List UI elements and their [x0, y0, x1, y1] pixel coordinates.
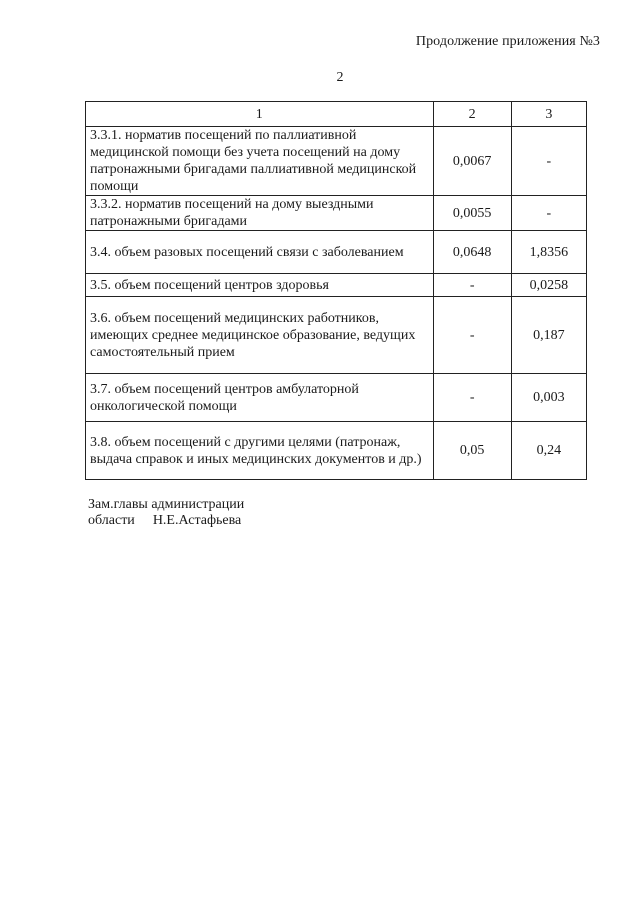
- signatory-region: области: [88, 513, 135, 528]
- table-header-row: [86, 102, 587, 127]
- row-value-col3: -: [511, 127, 586, 196]
- signatory-title: Зам.главы администрации: [88, 497, 245, 512]
- column-header-2: 2: [433, 102, 511, 127]
- row-label: 3.7. объем посещений центров амбулаторной онкологической помощи: [86, 374, 434, 422]
- table-row: [86, 374, 587, 422]
- table-row: [86, 274, 587, 297]
- row-value-col3: 0,187: [511, 297, 586, 374]
- row-value-col3: 0,003: [511, 374, 586, 422]
- column-header-1: 1: [86, 102, 434, 127]
- table-row: [86, 196, 587, 231]
- appendix-continuation-note: Продолжение приложения №3: [415, 34, 600, 49]
- row-label: 3.3.2. норматив посещений на дому выездными патронажными бригадами: [86, 196, 434, 231]
- row-value-col3: -: [511, 196, 586, 231]
- row-value-col2: -: [433, 274, 511, 297]
- row-label: 3.6. объем посещений медицинских работников, имеющих среднее медицинское образование, ведущих самостоятельный прием: [86, 297, 434, 374]
- column-header-3: 3: [511, 102, 586, 127]
- row-value-col2: -: [433, 297, 511, 374]
- row-value-col3: 1,8356: [511, 231, 586, 274]
- row-value-col3: 0,0258: [511, 274, 586, 297]
- row-value-col2: 0,05: [433, 422, 511, 480]
- signatory-name: Н.Е.Астафьева: [152, 513, 242, 528]
- table-row: [86, 231, 587, 274]
- page-number: 2: [336, 70, 344, 85]
- table-row: [86, 297, 587, 374]
- row-value-col2: 0,0067: [433, 127, 511, 196]
- row-label: 3.3.1. норматив посещений по паллиативной медицинской помощи без учета посещений на дому патронажными бригадами паллиативной медицинской помощи: [86, 127, 434, 196]
- row-label: 3.4. объем разовых посещений связи с заболеванием: [86, 231, 434, 274]
- row-value-col2: -: [433, 374, 511, 422]
- row-value-col2: 0,0055: [433, 196, 511, 231]
- table-row: [86, 127, 587, 196]
- row-label: 3.8. объем посещений с другими целями (патронаж, выдача справок и иных медицинских документов и др.): [86, 422, 434, 480]
- signature-block: [88, 497, 244, 529]
- table-row: [86, 422, 587, 480]
- row-label: 3.5. объем посещений центров здоровья: [86, 274, 434, 297]
- row-value-col3: 0,24: [511, 422, 586, 480]
- row-value-col2: 0,0648: [433, 231, 511, 274]
- standards-table: [85, 101, 587, 480]
- signatory-line: [88, 513, 244, 529]
